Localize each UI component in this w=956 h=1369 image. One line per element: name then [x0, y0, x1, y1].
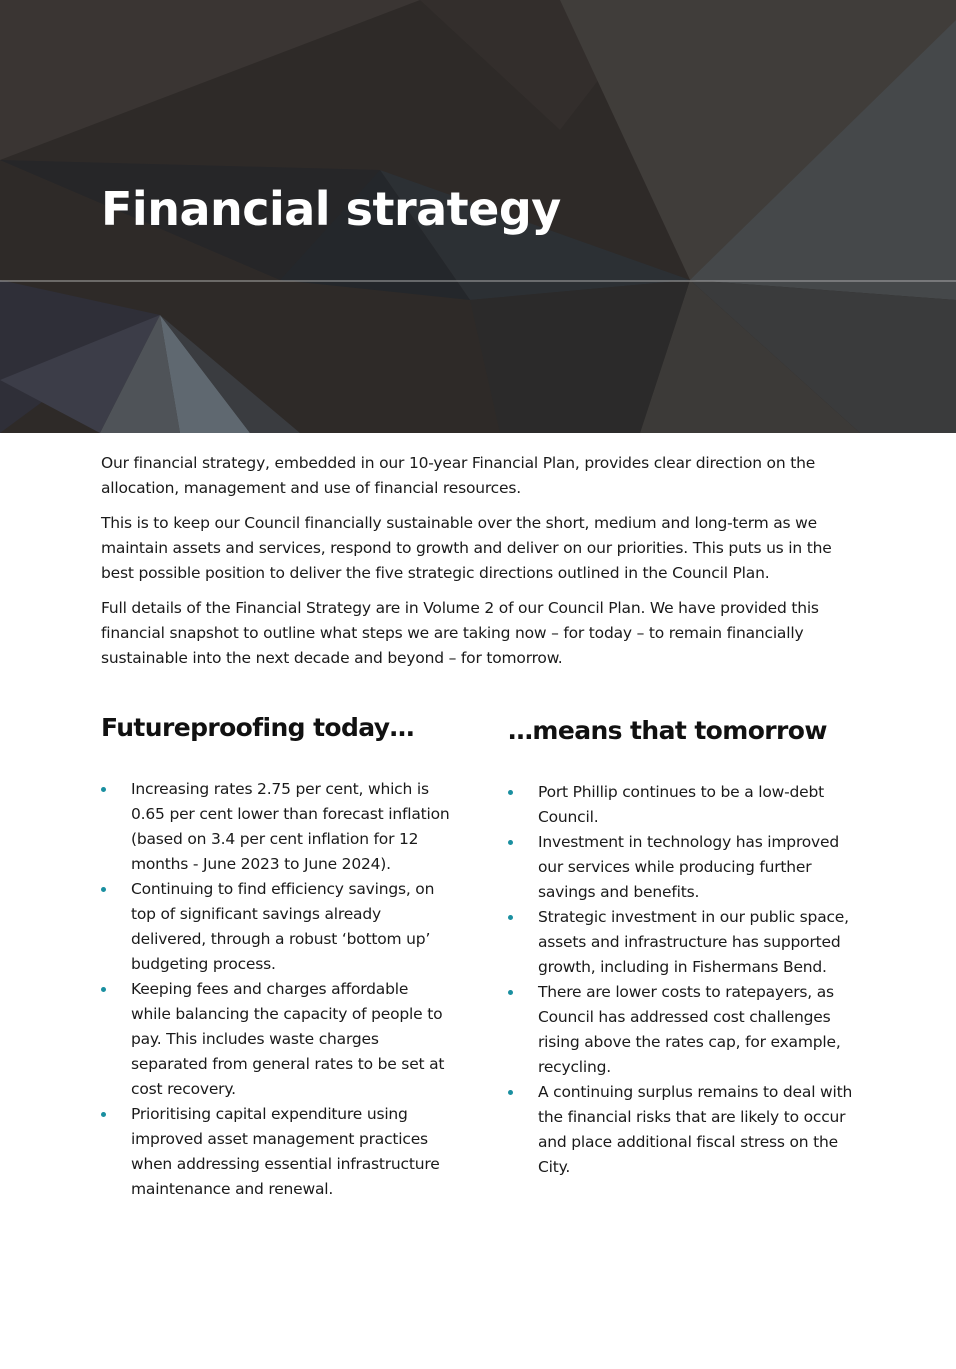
- list-item-text: Strategic investment in our public space, assets and infrastructure has supported growth, including in Fishermans Bend.: [538, 908, 849, 976]
- list-item-text: Increasing rates 2.75 per cent, which is 0.65 per cent lower than forecast inflation (based on 3.4 per cent inflation for 12 months - June 2023 to June 2024).: [131, 780, 450, 873]
- list-item: [101, 977, 451, 1102]
- tomorrow-column: [508, 710, 860, 1180]
- list-item-text: A continuing surplus remains to deal with the financial risks that are likely to occur and place additional fiscal stress on the City.: [538, 1083, 853, 1176]
- list-item-text: Port Phillip continues to be a low-debt Council.: [538, 783, 824, 826]
- list-item: [508, 830, 860, 905]
- intro-paragraph: This is to keep our Council financially sustainable over the short, medium and long-term as we maintain assets and services, respond to growth and deliver on our priorities. This puts us in the best possible position to deliver the five strategic directions outlined in the Council Plan.: [101, 514, 832, 582]
- bullet-icon: [101, 1112, 106, 1117]
- bullet-icon: [101, 887, 106, 892]
- list-item: [508, 905, 860, 980]
- page-title: Financial strategy: [101, 182, 561, 236]
- bullet-icon: [508, 1090, 513, 1095]
- list-item: [508, 1080, 860, 1180]
- list-item-text: There are lower costs to ratepayers, as Council has addressed cost challenges rising above the rates cap, for example, recycling.: [538, 983, 841, 1076]
- list-item-text: Continuing to find efficiency savings, on top of significant savings already delivered, through a robust ‘bottom up’ budgeting process.: [131, 880, 435, 973]
- bullet-icon: [508, 915, 513, 920]
- bullet-icon: [101, 787, 106, 792]
- bullet-icon: [101, 987, 106, 992]
- list-item: [101, 1102, 451, 1202]
- bullet-icon: [508, 990, 513, 995]
- bullet-icon: [508, 840, 513, 845]
- bullet-icon: [508, 790, 513, 795]
- intro-paragraph: Our financial strategy, embedded in our 10-year Financial Plan, provides clear direction on the allocation, management and use of financial resources.: [101, 454, 816, 497]
- list-item: [508, 780, 860, 830]
- tomorrow-heading: …means that tomorrow: [508, 716, 827, 745]
- intro-paragraph: Full details of the Financial Strategy are in Volume 2 of our Council Plan. We have provided this financial snapshot to outline what steps we are taking now – for today – to remain financially sustainable into the next decade and beyond – for tomorrow.: [101, 599, 819, 667]
- list-item: [101, 877, 451, 977]
- intro-section: [101, 451, 861, 681]
- futureproofing-heading: Futureproofing today…: [101, 713, 414, 742]
- futureproofing-list: [101, 777, 451, 1202]
- list-item-text: Investment in technology has improved our services while producing further savings and benefits.: [538, 833, 840, 901]
- list-item-text: Keeping fees and charges affordable while balancing the capacity of people to pay. This includes waste charges separated from general rates to be set at cost recovery.: [131, 980, 445, 1098]
- list-item: [508, 980, 860, 1080]
- tomorrow-list: [508, 780, 860, 1180]
- list-item-text: Prioritising capital expenditure using improved asset management practices when addressing essential infrastructure maintenance and renewal.: [131, 1105, 440, 1198]
- hero-banner: [0, 0, 956, 433]
- futureproofing-column: [101, 710, 451, 1202]
- list-item: [101, 777, 451, 877]
